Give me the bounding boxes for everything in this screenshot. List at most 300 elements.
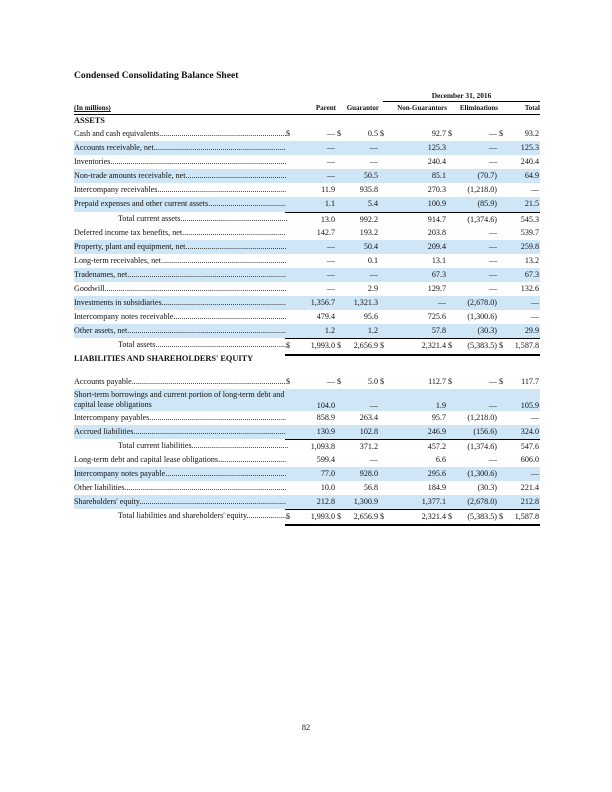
value-cell <box>285 310 336 324</box>
cell-value: 5.0 <box>367 376 378 386</box>
section-heading: ASSETS <box>74 116 105 125</box>
cell-value: 2,656.9 <box>353 512 378 522</box>
value-cell <box>285 509 336 526</box>
table-row <box>74 338 540 352</box>
cell-value: (85.9) <box>477 199 497 209</box>
column-header-non-guarantors: Non-Guarantors <box>397 104 447 112</box>
dollar-sign: $ <box>286 512 291 522</box>
cell-value: 184.9 <box>427 483 446 493</box>
value-cell <box>498 425 540 439</box>
cell-value: (2,678.0) <box>467 497 497 507</box>
dollar-sign: $ <box>380 376 385 386</box>
value-cell <box>379 127 447 141</box>
value-cell <box>498 212 540 227</box>
cell-value: — <box>369 454 378 464</box>
row-label-text: Accounts receivable, net <box>74 143 154 153</box>
leader-dots <box>185 171 286 180</box>
value-cell <box>285 411 336 425</box>
value-cell <box>379 226 447 240</box>
value-cell <box>285 155 336 169</box>
dollar-sign: $ <box>499 129 504 138</box>
cell-value: — <box>369 400 378 410</box>
cell-value: 102.8 <box>359 426 378 436</box>
page-number: 82 <box>301 723 311 732</box>
table-row <box>74 389 540 411</box>
leader-dots <box>155 340 288 349</box>
row-label-text: Prepaid expenses and other current assets <box>74 199 209 209</box>
value-cell <box>498 467 540 481</box>
cell-value: — <box>488 143 497 153</box>
value-cell <box>379 296 447 310</box>
cell-value: 11.9 <box>321 185 335 195</box>
cell-value: 77.0 <box>320 468 335 478</box>
row-label <box>118 439 288 453</box>
cell-value: 547.6 <box>520 441 539 451</box>
cell-value: 1,300.9 <box>353 497 378 507</box>
value-cell <box>447 212 498 227</box>
cell-value: — <box>326 269 335 279</box>
value-cell <box>498 411 540 425</box>
table-row <box>74 254 540 268</box>
leader-dots <box>154 143 286 152</box>
leader-dots <box>161 256 286 265</box>
row-label <box>74 169 286 183</box>
value-cell <box>379 155 447 169</box>
cell-value: 259.8 <box>520 241 539 251</box>
row-label <box>74 268 286 282</box>
value-cell <box>336 310 379 324</box>
cell-value: 2.9 <box>367 284 378 294</box>
value-cell <box>379 254 447 268</box>
row-label <box>74 411 286 425</box>
cell-value: 1,587.8 <box>514 512 539 522</box>
table-row <box>74 226 540 240</box>
cell-value: 212.8 <box>316 497 335 507</box>
cell-value: 95.7 <box>431 412 446 422</box>
cell-value: — <box>326 376 335 386</box>
value-cell <box>285 338 336 355</box>
value-cell <box>498 268 540 282</box>
cell-value: — <box>326 157 335 167</box>
cell-value: — <box>437 298 446 308</box>
value-cell <box>498 509 540 526</box>
value-cell <box>498 254 540 268</box>
row-label-text: Total liabilities and shareholders' equity <box>118 511 247 521</box>
row-label <box>74 467 286 481</box>
cell-value: 67.3 <box>524 269 539 279</box>
cell-value: 125.3 <box>427 143 446 153</box>
value-cell <box>285 324 336 338</box>
cell-value: 50.4 <box>363 241 378 251</box>
value-cell <box>285 212 336 227</box>
value-cell <box>285 400 336 411</box>
leader-dots <box>208 199 286 208</box>
value-cell <box>336 155 379 169</box>
dollar-sign: $ <box>499 512 504 522</box>
value-cell <box>498 495 540 509</box>
value-cell <box>285 453 336 467</box>
value-cell <box>498 375 540 389</box>
table-row <box>74 169 540 183</box>
value-cell <box>447 467 498 481</box>
leader-dots <box>185 242 286 251</box>
balance-sheet-table <box>74 88 540 523</box>
cell-value: (156.6) <box>473 426 497 436</box>
cell-value: 2,656.9 <box>353 341 378 351</box>
dollar-sign: $ <box>337 129 342 138</box>
value-cell <box>498 240 540 254</box>
value-cell <box>447 155 498 169</box>
row-label <box>74 141 286 155</box>
row-label-text: Total current liabilities <box>118 440 192 450</box>
table-row <box>74 296 540 310</box>
cell-value: 125.3 <box>520 143 539 153</box>
period-label: December 31, 2016 <box>383 91 540 102</box>
table-row <box>74 495 540 509</box>
value-cell <box>336 212 379 227</box>
value-cell <box>336 240 379 254</box>
column-header-guarantor: Guarantor <box>346 104 379 112</box>
value-cell <box>285 425 336 439</box>
dollar-sign: $ <box>337 376 342 386</box>
value-cell <box>498 197 540 211</box>
cell-value: 104.0 <box>316 400 335 410</box>
cell-value: 295.6 <box>427 468 446 478</box>
table-row <box>74 509 540 523</box>
cell-value: (1,300.6) <box>467 312 497 322</box>
cell-value: — <box>488 241 497 251</box>
row-label-text: Other liabilities <box>74 483 125 493</box>
value-cell <box>447 453 498 467</box>
cell-value: — <box>326 171 335 181</box>
cell-value: — <box>326 241 335 251</box>
row-label-text: Investments in subsidiaries <box>74 298 162 308</box>
value-cell <box>447 254 498 268</box>
cell-value: — <box>369 143 378 153</box>
cell-value: (1,218.0) <box>467 185 497 195</box>
cell-value: (1,300.6) <box>467 468 497 478</box>
table-row <box>74 411 540 425</box>
section-heading: LIABILITIES AND SHAREHOLDERS' EQUITY <box>74 353 254 363</box>
cell-value: 1,377.1 <box>421 497 446 507</box>
value-cell <box>379 197 447 211</box>
value-cell <box>447 439 498 454</box>
cell-value: 1,321.3 <box>353 298 378 308</box>
leader-dots <box>134 427 286 436</box>
leader-dots <box>173 312 286 321</box>
table-row <box>74 212 540 226</box>
cell-value: — <box>530 412 539 422</box>
dollar-sign: $ <box>337 341 342 351</box>
value-cell <box>285 481 336 495</box>
row-label-text: Intercompany notes receivable <box>74 312 174 322</box>
row-label <box>74 282 286 296</box>
cell-value: 1,093.8 <box>310 441 335 451</box>
dollar-sign: $ <box>499 341 504 351</box>
dollar-sign: $ <box>448 512 453 522</box>
row-label-text: Long-term receivables, net <box>74 255 161 265</box>
value-cell <box>336 509 379 526</box>
leader-dots <box>246 511 288 520</box>
column-header-row <box>74 102 540 115</box>
value-cell <box>379 400 447 411</box>
row-label <box>74 254 286 268</box>
row-label <box>74 481 286 495</box>
row-label-text: Cash and cash equivalents <box>74 129 160 138</box>
cell-value: — <box>530 298 539 308</box>
cell-value: — <box>530 468 539 478</box>
row-label <box>74 296 286 310</box>
value-cell <box>447 183 498 197</box>
value-cell <box>336 282 379 296</box>
value-cell <box>447 310 498 324</box>
value-cell <box>379 425 447 439</box>
cell-value: 240.4 <box>520 157 539 167</box>
cell-value: 50.5 <box>363 171 378 181</box>
value-cell <box>498 453 540 467</box>
cell-value: 371.2 <box>359 441 378 451</box>
cell-value: — <box>488 227 497 237</box>
leader-dots <box>165 469 286 478</box>
cell-value: 142.7 <box>316 227 335 237</box>
table-row <box>74 197 540 211</box>
cell-value: (1,218.0) <box>467 412 497 422</box>
value-cell <box>285 141 336 155</box>
dollar-sign: $ <box>380 512 385 522</box>
value-cell <box>336 453 379 467</box>
cell-value: 914.7 <box>427 214 446 224</box>
value-cell <box>498 338 540 355</box>
leader-dots <box>157 185 286 194</box>
leader-dots <box>218 455 286 464</box>
dollar-sign: $ <box>286 129 291 138</box>
row-label <box>118 509 291 523</box>
table-body <box>74 115 540 523</box>
value-cell <box>498 127 540 141</box>
value-cell <box>285 282 336 296</box>
value-cell <box>447 169 498 183</box>
value-cell <box>379 240 447 254</box>
cell-value: 112.7 <box>428 376 446 386</box>
leader-dots <box>110 157 286 166</box>
row-label-text: Intercompany receivables <box>74 185 158 195</box>
row-label-text: Shareholders' equity <box>74 497 140 507</box>
row-label <box>74 240 286 254</box>
row-label <box>74 324 286 338</box>
dollar-sign: $ <box>286 376 291 386</box>
cell-value: 263.4 <box>359 412 378 422</box>
value-cell <box>336 467 379 481</box>
value-cell <box>285 197 336 211</box>
cell-value: — <box>488 269 497 279</box>
row-label <box>74 390 286 410</box>
cell-value: 1.9 <box>435 400 446 410</box>
row-label-text: Total assets <box>118 340 156 350</box>
cell-value: 209.4 <box>427 241 446 251</box>
cell-value: 13.2 <box>524 255 539 265</box>
cell-value: 203.8 <box>427 227 446 237</box>
value-cell <box>285 495 336 509</box>
value-cell <box>379 183 447 197</box>
document-title: Condensed Consolidating Balance Sheet <box>74 70 239 81</box>
value-cell <box>336 495 379 509</box>
value-cell <box>498 169 540 183</box>
cell-value: 2,321.4 <box>421 341 446 351</box>
value-cell <box>498 439 540 454</box>
cell-value: 92.7 <box>431 129 446 138</box>
value-cell <box>447 481 498 495</box>
value-cell <box>336 338 379 355</box>
cell-value: 599.4 <box>316 454 335 464</box>
row-label-text: Accounts payable <box>74 376 132 386</box>
row-label-text: Intercompany notes payable <box>74 468 166 478</box>
value-cell <box>379 453 447 467</box>
value-cell <box>336 169 379 183</box>
cell-value: (5,383.5) <box>467 512 497 522</box>
cell-value: 539.7 <box>520 227 539 237</box>
value-cell <box>447 226 498 240</box>
cell-value: 130.9 <box>316 426 335 436</box>
value-cell <box>498 226 540 240</box>
value-cell <box>447 240 498 254</box>
dollar-sign: $ <box>380 341 385 351</box>
value-cell <box>336 254 379 268</box>
dollar-sign: $ <box>448 376 453 386</box>
cell-value: 13.1 <box>431 255 446 265</box>
value-cell <box>447 495 498 509</box>
value-cell <box>447 375 498 389</box>
cell-value: 13.0 <box>320 214 335 224</box>
units-label: (In millions) <box>74 104 111 112</box>
cell-value: 5.4 <box>367 199 378 209</box>
cell-value: 105.9 <box>520 400 539 410</box>
row-label-text: Tradenames, net <box>74 269 128 279</box>
cell-value: — <box>488 376 497 386</box>
value-cell <box>336 400 379 411</box>
cell-value: 117.7 <box>521 376 539 386</box>
leader-dots <box>149 413 286 422</box>
table-row <box>74 240 540 254</box>
cell-value: 57.8 <box>431 326 446 336</box>
row-label-text: Deferred income tax benefits, net <box>74 227 183 237</box>
value-cell <box>379 439 447 454</box>
value-cell <box>379 495 447 509</box>
cell-value: 457.2 <box>427 441 446 451</box>
column-header-total: Total <box>524 104 540 112</box>
cell-value: — <box>530 185 539 195</box>
value-cell <box>285 169 336 183</box>
cell-value: 132.6 <box>520 284 539 294</box>
cell-value: (2,678.0) <box>467 298 497 308</box>
row-label-text: Total current assets <box>118 213 181 223</box>
value-cell <box>336 183 379 197</box>
dollar-sign: $ <box>337 512 342 522</box>
cell-value: 606.0 <box>520 454 539 464</box>
value-cell <box>336 411 379 425</box>
value-cell <box>379 375 447 389</box>
value-cell <box>447 268 498 282</box>
dollar-sign: $ <box>286 341 291 351</box>
table-row <box>74 127 540 141</box>
cell-value: — <box>326 255 335 265</box>
leader-dots <box>105 284 286 293</box>
value-cell <box>336 481 379 495</box>
cell-value: 240.4 <box>427 157 446 167</box>
value-cell <box>285 240 336 254</box>
value-cell <box>498 400 540 411</box>
row-label <box>74 310 286 324</box>
value-cell <box>447 127 498 141</box>
leader-dots <box>159 129 286 138</box>
cell-value: 193.2 <box>359 227 378 237</box>
value-cell <box>336 375 379 389</box>
value-cell <box>379 141 447 155</box>
value-cell <box>336 296 379 310</box>
table-row <box>74 183 540 197</box>
leader-dots <box>180 214 288 223</box>
cell-value: — <box>530 312 539 322</box>
cell-value: (1,374.6) <box>467 441 497 451</box>
value-cell <box>498 155 540 169</box>
dollar-sign: $ <box>380 129 385 138</box>
value-cell <box>336 127 379 141</box>
cell-value: 928.0 <box>359 468 378 478</box>
value-cell <box>336 268 379 282</box>
leader-dots <box>139 497 286 506</box>
row-label-text: Other assets, net <box>74 326 128 336</box>
value-cell <box>336 197 379 211</box>
value-cell <box>447 400 498 411</box>
dollar-sign: $ <box>448 129 453 138</box>
row-label-text: Goodwill <box>74 284 105 294</box>
cell-value: 10.0 <box>320 483 335 493</box>
table-row <box>74 141 540 155</box>
table-row <box>74 282 540 296</box>
value-cell <box>447 338 498 355</box>
leader-dots <box>127 326 286 335</box>
cell-value: 29.9 <box>524 326 539 336</box>
value-cell <box>379 467 447 481</box>
value-cell <box>498 296 540 310</box>
value-cell <box>379 509 447 526</box>
cell-value: 0.1 <box>367 255 378 265</box>
row-label <box>74 375 286 389</box>
cell-value: 1.2 <box>367 326 378 336</box>
cell-value: 85.1 <box>431 171 446 181</box>
cell-value: (1,374.6) <box>467 214 497 224</box>
value-cell <box>285 254 336 268</box>
period-header <box>74 88 540 102</box>
table-row <box>74 155 540 169</box>
row-label-text: Property, plant and equipment, net <box>74 241 186 251</box>
row-label <box>74 495 286 509</box>
cell-value: — <box>488 284 497 294</box>
value-cell <box>285 127 336 141</box>
value-cell <box>285 268 336 282</box>
value-cell <box>498 324 540 338</box>
row-label-text: Inventories <box>74 157 111 167</box>
value-cell <box>447 509 498 526</box>
value-cell <box>498 282 540 296</box>
cell-value: — <box>488 255 497 265</box>
cell-value: 1,587.8 <box>514 341 539 351</box>
cell-value: (5,383.5) <box>467 341 497 351</box>
cell-value: 324.0 <box>520 426 539 436</box>
table-row <box>74 324 540 338</box>
value-cell <box>379 268 447 282</box>
row-label <box>74 453 286 467</box>
column-header-parent: Parent <box>315 104 336 112</box>
